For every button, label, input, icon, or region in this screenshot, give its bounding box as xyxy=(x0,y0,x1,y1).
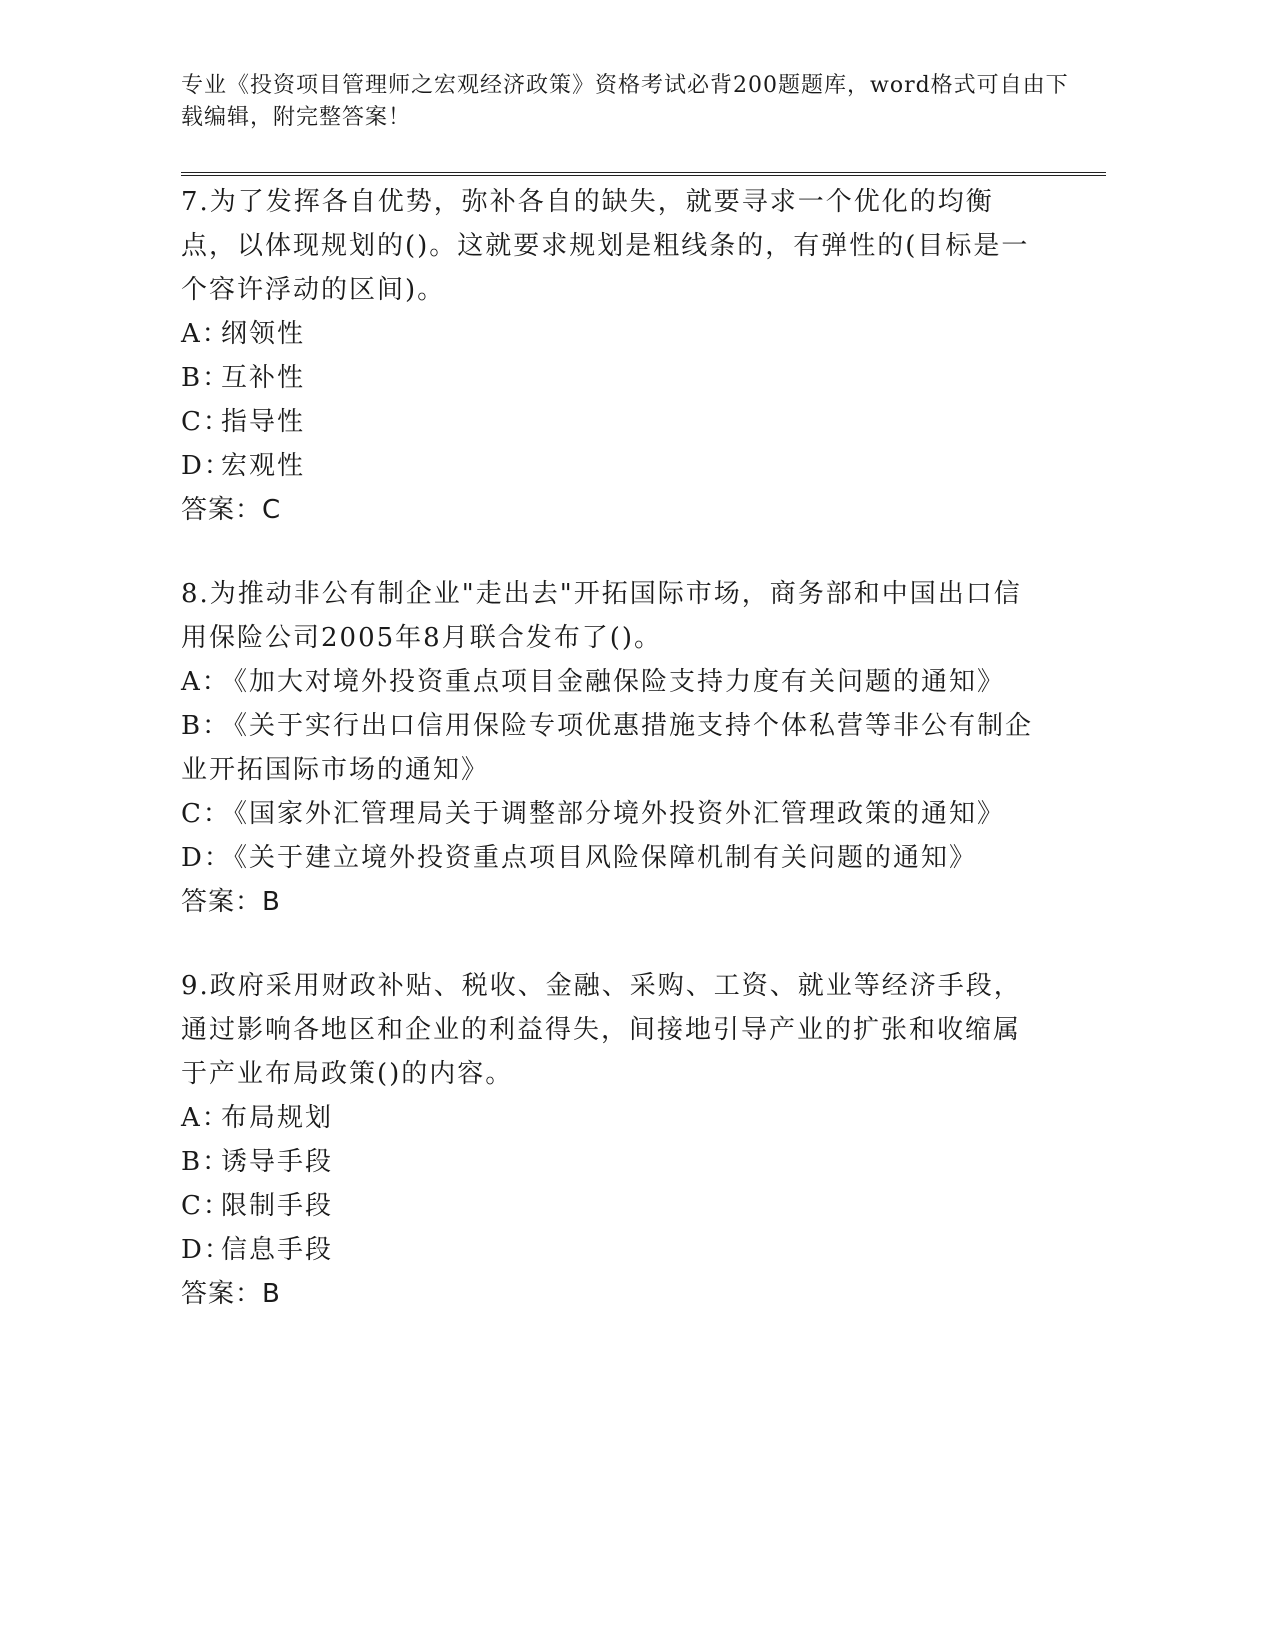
option-letter: A： xyxy=(181,1103,230,1133)
option-text: 《加大对境外投资重点项目金融保险支持力度有关问题的通知》 xyxy=(221,667,1006,697)
answer-line: 答案：B xyxy=(181,1279,281,1309)
option-text: 宏观性 xyxy=(221,451,306,481)
option-a xyxy=(181,660,1041,704)
document-header: 专业《投资项目管理师之宏观经济政策》资格考试必背200题题库，word格式可自由下载编辑，附完整答案！ xyxy=(181,73,1069,130)
option-letter: C： xyxy=(181,407,231,437)
option-c xyxy=(181,1184,1041,1228)
option-letter: D： xyxy=(181,451,232,481)
option-letter: A： xyxy=(181,667,230,697)
option-text: 信息手段 xyxy=(221,1235,334,1265)
option-text: 《国家外汇管理局关于调整部分境外投资外汇管理政策的通知》 xyxy=(221,799,1006,829)
question-stem: 8.为推动非公有制企业"走出去"开拓国际市场，商务部和中国出口信用保险公司2005年8月联合发布了()。 xyxy=(181,579,1022,653)
option-d xyxy=(181,836,1041,880)
option-letter: A： xyxy=(181,319,230,349)
question-stem: 7.为了发挥各自优势，弥补各自的缺失，就要寻求一个优化的均衡点，以体现规划的()。这就要求规划是粗线条的，有弹性的(目标是一个容许浮动的区间)。 xyxy=(181,187,1030,305)
option-b xyxy=(181,356,1041,400)
option-a xyxy=(181,1096,1041,1140)
option-d xyxy=(181,1228,1041,1272)
option-c xyxy=(181,792,1041,836)
option-letter: B： xyxy=(181,363,231,393)
option-text: 纲领性 xyxy=(221,319,306,349)
option-text: 《关于建立境外投资重点项目风险保障机制有关问题的通知》 xyxy=(221,843,978,873)
answer-line: 答案：B xyxy=(181,887,281,917)
option-b xyxy=(181,704,1041,792)
option-d xyxy=(181,444,1041,488)
question-9 xyxy=(181,964,1041,1316)
question-stem: 9.政府采用财政补贴、税收、金融、采购、工资、就业等经济手段，通过影响各地区和企业的利益得失，间接地引导产业的扩张和收缩属于产业布局政策()的内容。 xyxy=(181,971,1022,1089)
option-a xyxy=(181,312,1041,356)
option-letter: C： xyxy=(181,799,231,829)
option-letter: D： xyxy=(181,843,232,873)
option-text: 指导性 xyxy=(221,407,306,437)
header-double-rule xyxy=(181,172,1106,176)
option-text: 诱导手段 xyxy=(221,1147,334,1177)
question-7 xyxy=(181,180,1041,532)
question-8 xyxy=(181,572,1041,924)
option-text: 限制手段 xyxy=(221,1191,334,1221)
option-c xyxy=(181,400,1041,444)
option-letter: D： xyxy=(181,1235,232,1265)
option-letter: C： xyxy=(181,1191,231,1221)
option-b xyxy=(181,1140,1041,1184)
option-text: 《关于实行出口信用保险专项优惠措施支持个体私营等非公有制企业开拓国际市场的通知》 xyxy=(181,711,1034,785)
option-letter: B： xyxy=(181,1147,231,1177)
option-letter: B： xyxy=(181,711,231,741)
option-text: 布局规划 xyxy=(221,1103,334,1133)
option-text: 互补性 xyxy=(221,363,306,393)
answer-line: 答案：C xyxy=(181,495,282,525)
